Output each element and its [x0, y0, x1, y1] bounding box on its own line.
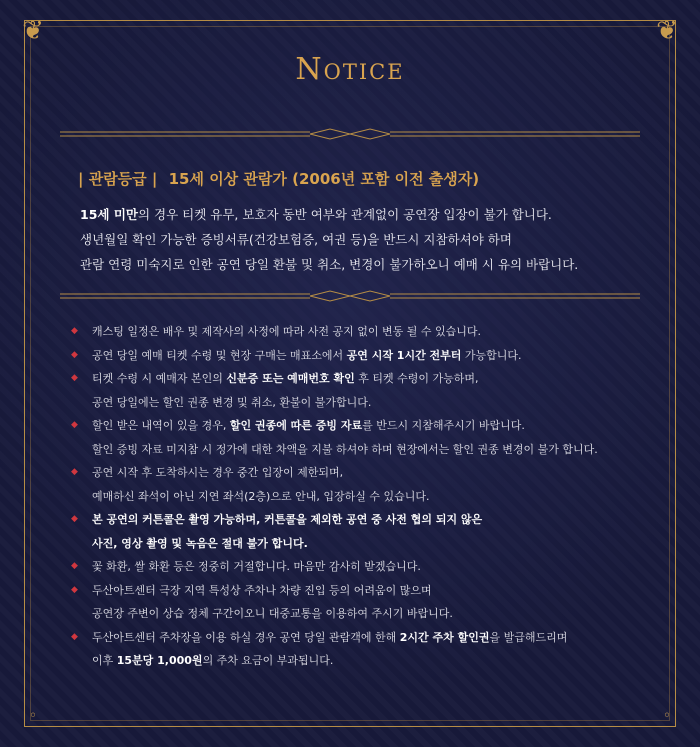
diamond-bullet-icon: ◆ [71, 349, 78, 360]
corner-ornament-icon: ◦ [28, 708, 38, 724]
notice-list [70, 320, 660, 673]
diamond-bullet-icon: ◆ [71, 514, 78, 524]
butterfly-icon: ❦ [656, 16, 678, 46]
diamond-bullet-icon: ◆ [71, 584, 78, 595]
list-item: ◆ 두산아트센터 극장 지역 특성상 주차나 차량 진입 등의 어려움이 많으며 공연장 주변이 상습 정체 구간이오니 대중교통을 이용하여 주시기 바랍니다. [70, 579, 660, 626]
list-item: ◆ 본 공연의 커튼콜은 촬영 가능하며, 커튼콜을 제외한 공연 중 사전 협의 되지 않은 사진, 영상 촬영 및 녹음은 절대 불가 합니다. [70, 508, 660, 555]
intro-text-line: 관람 연령 미숙지로 인한 공연 당일 환불 및 취소, 변경이 불가하오니 예매 시 유의 바랍니다. [80, 257, 579, 272]
age-rating-label: | 관람등급 | [78, 170, 158, 188]
corner-ornament-icon: ◦ [662, 708, 672, 724]
ornamental-divider [60, 128, 640, 140]
ornamental-divider [60, 290, 640, 302]
list-item: ◆ 꽃 화환, 쌀 화환 등은 정중히 거절합니다. 마음만 감사히 받겠습니다. [70, 555, 660, 579]
age-rating-value: 15세 이상 관람가 (2006년 포함 이전 출생자) [168, 170, 480, 188]
diamond-bullet-icon: ◆ [71, 631, 78, 642]
diamond-bullet-icon: ◆ [71, 467, 78, 477]
diamond-bullet-icon: ◆ [71, 420, 78, 430]
list-item: ◆ 티켓 수령 시 예매자 본인의 신분증 또는 예매번호 확인 후 티켓 수령이 가능하며, 공연 당일에는 할인 권종 변경 및 취소, 환불이 불가합니다. [70, 367, 660, 414]
intro-text-line: 의 경우 티켓 유무, 보호자 동반 여부와 관계없이 공연장 입장이 불가 합니다. [137, 207, 552, 222]
butterfly-icon: ❦ [22, 16, 44, 46]
diamond-bullet-icon: ◆ [71, 561, 78, 571]
age-rating [78, 168, 485, 189]
page-title: Notice [295, 52, 405, 87]
intro-text-line: 생년월일 확인 가능한 증빙서류(건강보험증, 여권 등)을 반드시 지참하셔야 하며 [80, 232, 512, 247]
list-item: ◆ 캐스팅 일정은 배우 및 제작사의 사정에 따라 사전 공지 없이 변동 될 수 있습니다. [70, 320, 660, 344]
list-item: ◆ 할인 받은 내역이 있을 경우, 할인 권종에 따른 증빙 자료를 반드시 지참해주시기 바랍니다. 할인 증빙 자료 미지참 시 정가에 대한 차액을 지불 하셔야 하며 현장에서는 할인 권종 변경이 불가 합니다. [70, 414, 660, 461]
intro-text [80, 202, 640, 277]
list-item: ◆ 공연 시작 후 도착하시는 경우 중간 입장이 제한되며, 예매하신 좌석이 아닌 지연 좌석(2층)으로 안내, 입장하실 수 있습니다. [70, 461, 660, 508]
list-item: ◆ 공연 당일 예매 티켓 수령 및 현장 구매는 매표소에서 공연 시작 1시간 전부터 가능합니다. [70, 344, 660, 368]
list-item: ◆ 두산아트센터 주차장을 이용 하실 경우 공연 당일 관람객에 한해 2시간 주차 할인권을 발급해드리며 이후 15분당 1,000원의 주차 요금이 부과됩니다. [70, 626, 660, 673]
intro-bold: 15세 미만 [80, 207, 138, 222]
diamond-bullet-icon: ◆ [71, 326, 78, 336]
diamond-bullet-icon: ◆ [71, 373, 78, 383]
